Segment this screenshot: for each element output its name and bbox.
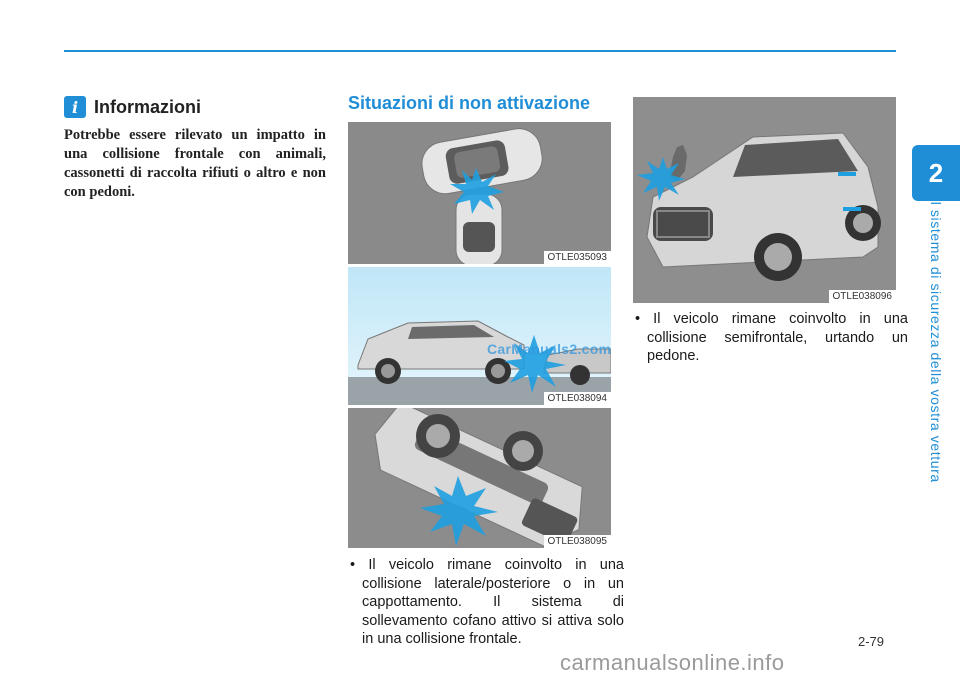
section-title: Situazioni di non attivazione	[348, 93, 591, 113]
info-text: Potrebbe essere rilevato un impatto in una collisione frontale con animali, cassonetti di raccolta rifiuti o altro e non con pedoni.	[64, 127, 326, 200]
rollover-illustration	[348, 406, 611, 548]
figure-code: OTLE035093	[544, 251, 612, 264]
side-collision-illustration	[348, 265, 611, 405]
info-title: Informazioni	[94, 96, 201, 117]
top-rule	[64, 50, 896, 52]
info-icon: i	[64, 96, 86, 118]
info-heading	[64, 96, 201, 118]
top-view-illustration	[348, 122, 611, 264]
chapter-tab[interactable]	[912, 145, 960, 201]
figure-rollover	[348, 406, 611, 548]
figure-separator	[348, 406, 611, 408]
chapter-title: Il sistema di sicurezza della vostra vettura	[928, 197, 944, 483]
figure-code: OTLE038095	[544, 535, 612, 548]
figure-separator	[348, 265, 611, 267]
figure-code: OTLE038096	[829, 290, 897, 303]
figure-side-collision	[348, 265, 611, 405]
figure-semi-frontal	[633, 97, 896, 303]
semi-frontal-illustration	[633, 97, 896, 303]
footer-watermark: carmanualsonline.info	[560, 650, 785, 675]
figure-top-view	[348, 122, 611, 264]
bullet-side-rollover: • Il veicolo rimane coinvolto in una collisione laterale/posteriore o in un cappottamento. Il sistema di sollevamento cofano attivo si attiva solo in una collisione frontale.	[350, 557, 624, 647]
watermark: CarManuals2.com	[487, 341, 612, 357]
chapter-number: 2	[928, 157, 944, 188]
page-number: 2-79	[858, 634, 885, 649]
bullet-semi-frontal: • Il veicolo rimane coinvolto in una collisione semifrontale, urtando un pedone.	[635, 311, 908, 364]
figure-code: OTLE038094	[544, 392, 612, 405]
